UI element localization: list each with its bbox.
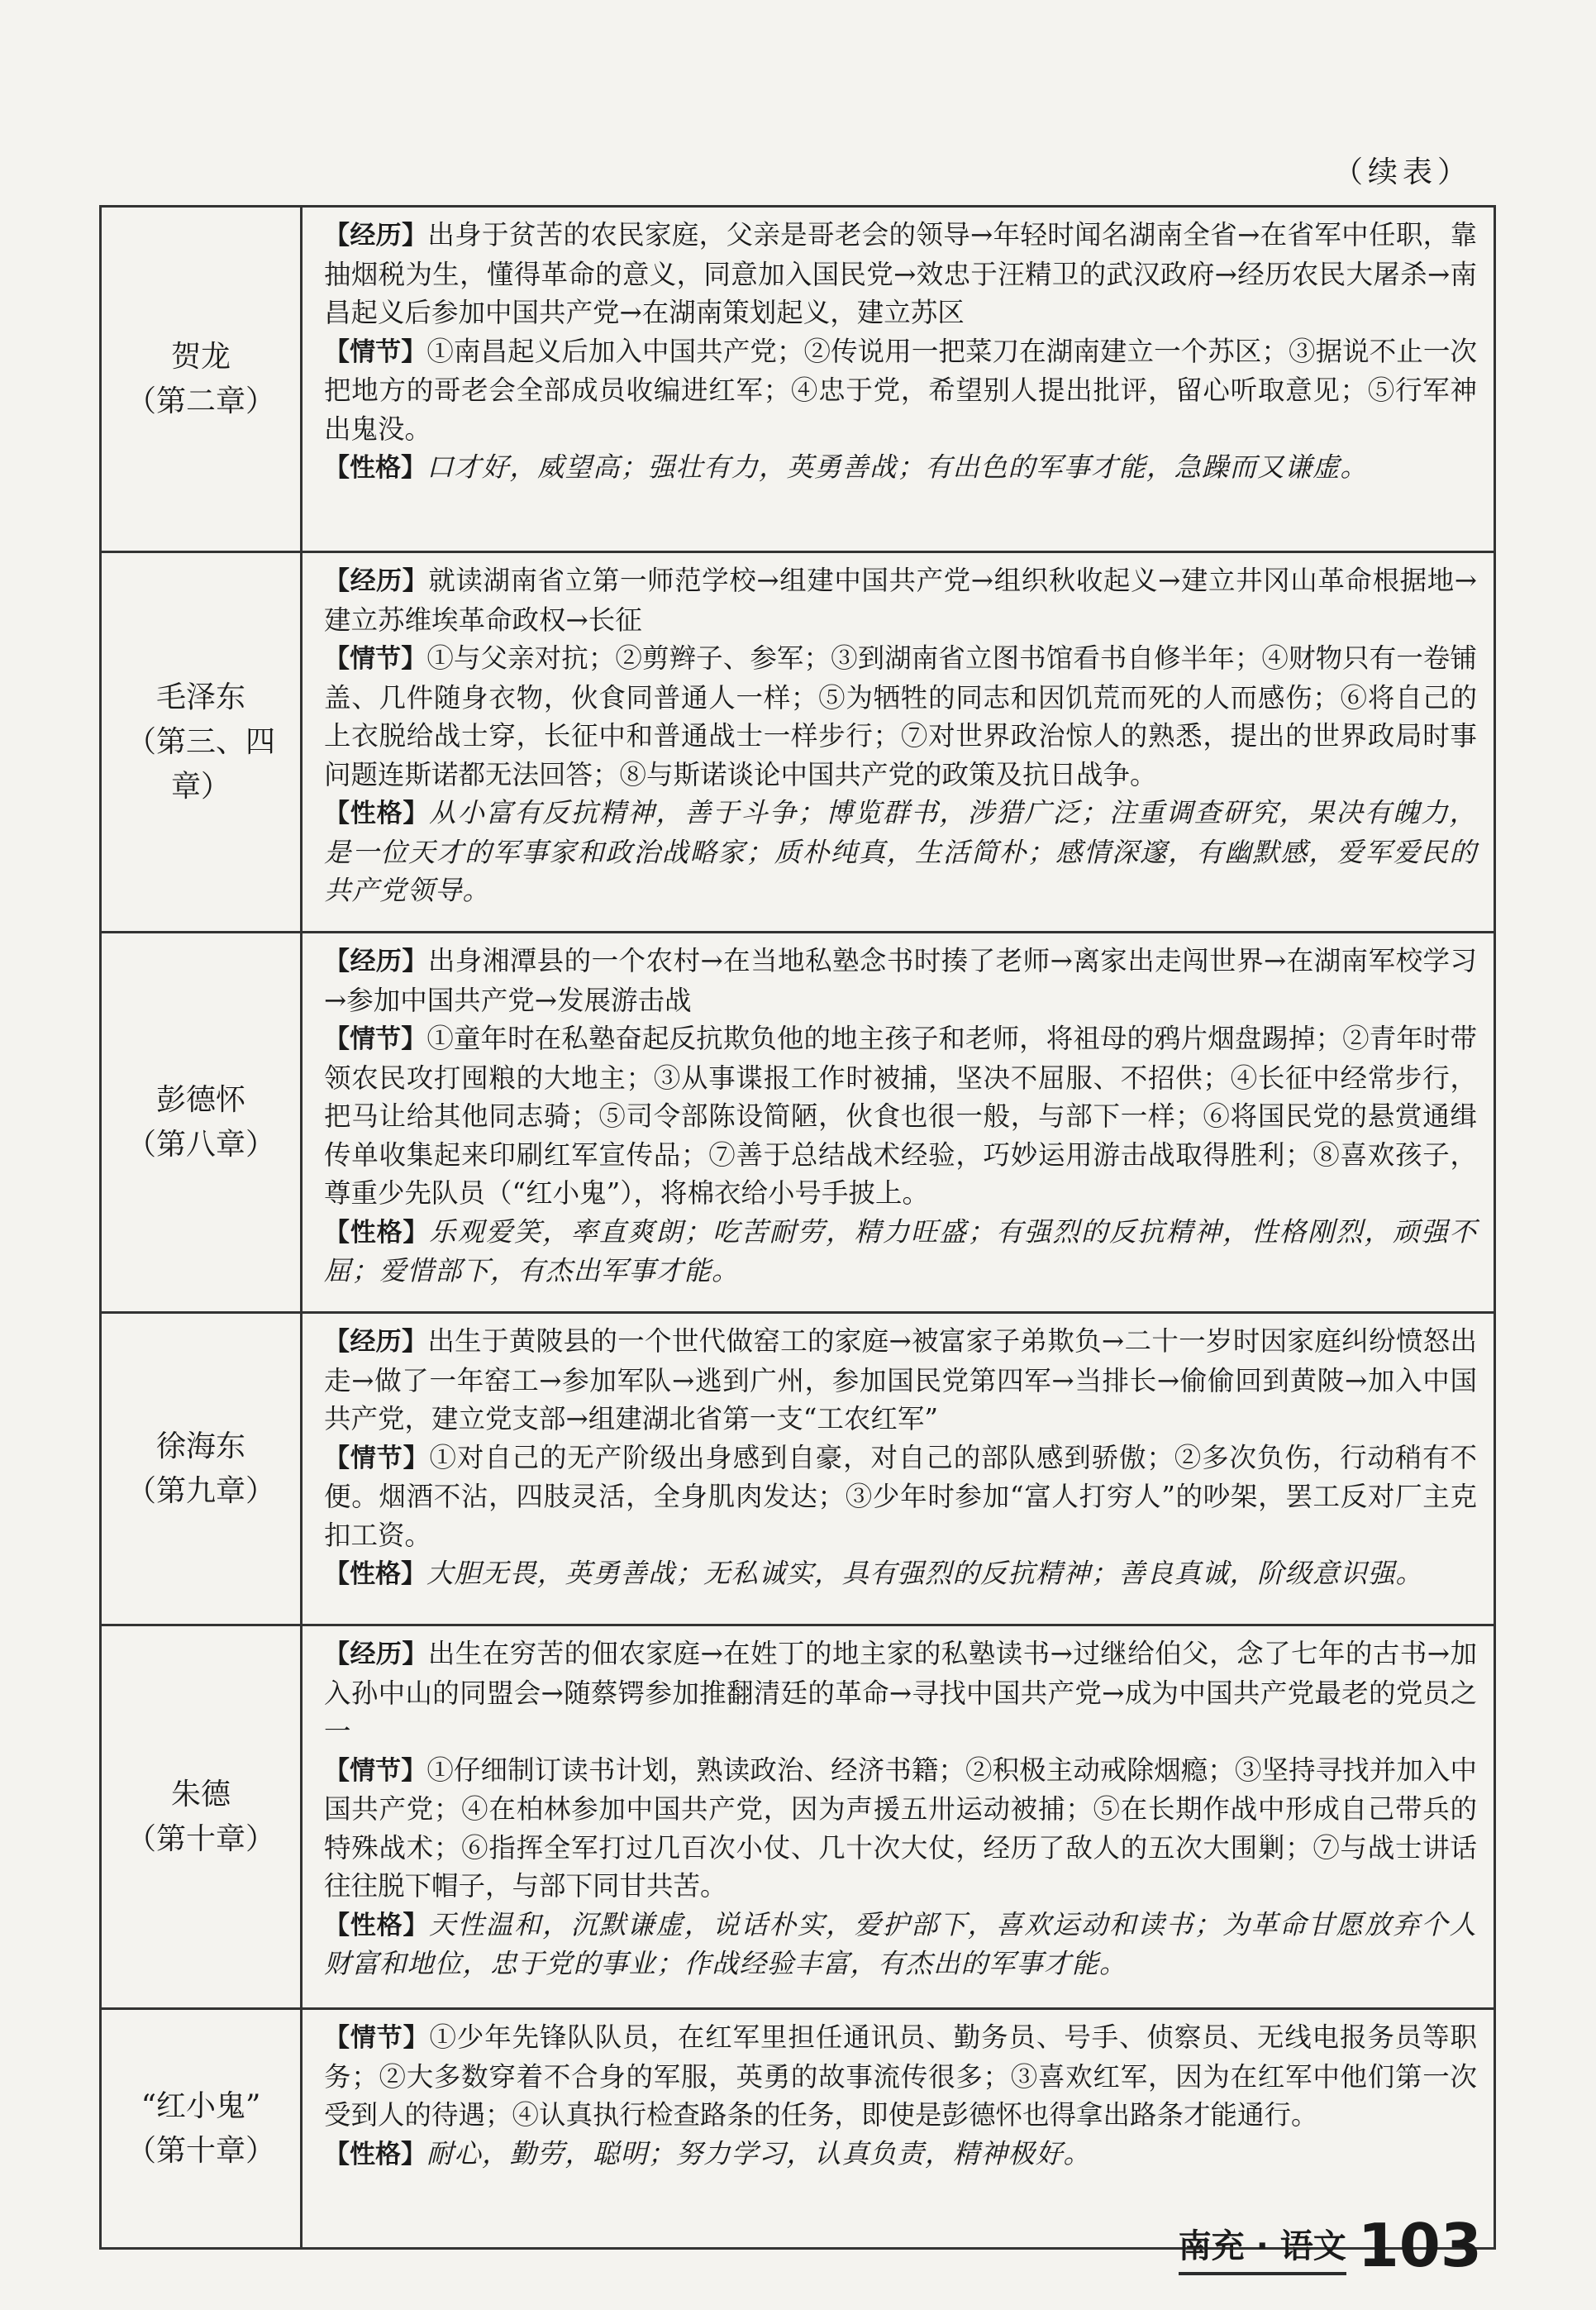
character-table: [99, 205, 1496, 2250]
plot-text: ①与父亲对抗；②剪辫子、参军；③到湖南省立图书馆看书自修半年；④财物只有一卷铺盖、几件随身衣物，伙食同普通人一样；⑤为牺牲的同志和因饥荒而死的人而感伤；⑥将自己的上衣脱给战士穿，长征中和普通战士一样步行；⑦对世界政治惊人的熟悉，提出的世界政局时事问题连斯诺都无法回答；⑧与斯诺谈论中国共产党的政策及抗日战争。: [324, 642, 1477, 790]
plot-text: ①童年时在私塾奋起反抗欺负他的地主孩子和老师，将祖母的鸦片烟盘踢掉；②青年时带领农民攻打囤粮的大地主；③从事谍报工作时被捕，坚决不屈服、不招供；④长征中经常步行，把马让给其他同志骑；⑤司令部陈设简陋，伙食也很一般，与部下一样；⑥将国民党的悬赏通缉传单收集起来印刷红军宣传品；⑦善于总结战术经验，巧妙运用游击战取得胜利；⑧喜欢孩子，尊重少先队员（“红小鬼”），将棉衣给小号手披上。: [324, 1023, 1477, 1209]
experience-text: 出生在穷苦的佃农家庭→在姓丁的地主家的私塾读书→过继给伯父，念了七年的古书→加入孙中山的同盟会→随蔡锷参加推翻清廷的革命→寻找中国共产党→成为中国共产党最老的党员之一: [324, 1638, 1477, 1747]
page-footer: [1178, 2211, 1482, 2280]
experience-paragraph: [324, 216, 1477, 332]
table-row: [101, 933, 1495, 1313]
experience-text: 出身于贫苦的农民家庭，父亲是哥老会的领导→年轻时闻名湖南全省→在省军中任职，靠抽烟税为生，懂得革命的意义，同意加入国民党→效忠于汪精卫的武汉政府→经历农民大屠杀→南昌起义后参加中国共产党→在湖南策划起义，建立苏区: [324, 219, 1478, 328]
experience-text: 出身湘潭县的一个农村→在当地私塾念书时揍了老师→离家出走闯世界→在湖南军校学习→参加中国共产党→发展游击战: [324, 945, 1477, 1016]
page-number: 103: [1357, 2211, 1482, 2280]
plot-paragraph: [324, 1439, 1477, 1555]
trait-text: 天性温和，沉默谦虚，说话朴实，爱护部下，喜欢运动和读书；为革命甘愿放弃个人财富和地位，忠于党的事业；作战经验丰富，有杰出的军事才能。: [324, 1908, 1477, 1979]
experience-tag: 【经历】: [324, 566, 429, 596]
trait-paragraph: [324, 2135, 1477, 2174]
trait-tag: 【性格】: [324, 453, 426, 483]
experience-tag: 【经历】: [324, 1327, 428, 1357]
chapter-label: （第二章）: [126, 384, 275, 418]
character-content-cell: [302, 552, 1495, 933]
experience-paragraph: [324, 1635, 1477, 1751]
character-content-cell: [302, 2009, 1495, 2249]
plot-tag: 【情节】: [324, 336, 427, 367]
trait-text: 耐心，勤劳，聪明；努力学习，认真负责，精神极好。: [426, 2137, 1092, 2169]
trait-text: 乐观爱笑，率直爽朗；吃苦耐劳，精力旺盛；有强烈的反抗精神，性格刚烈，顽强不屈；爱惜部下，有杰出军事才能。: [324, 1215, 1477, 1286]
experience-paragraph: [324, 942, 1477, 1019]
chapter-label: （第十章）: [126, 1821, 275, 1856]
plot-tag: 【情节】: [324, 1443, 430, 1473]
trait-text: 口才好，威望高；强壮有力，英勇善战；有出色的军事才能，急躁而又谦虚。: [426, 451, 1369, 483]
character-name: 朱德: [170, 1777, 231, 1811]
character-name-cell: [101, 552, 302, 933]
trait-paragraph: [324, 1906, 1477, 1983]
plot-text: ①南昌起义后加入中国共产党；②传说用一把菜刀在湖南建立一个苏区；③据说不止一次把地方的哥老会全部成员收编进红军；④忠于党，希望别人提出批评，留心听取意见；⑤行军神出鬼没。: [324, 335, 1477, 445]
table-row: [101, 2009, 1495, 2249]
trait-text: 从小富有反抗精神，善于斗争；博览群书，涉猎广泛；注重调查研究，果决有魄力，是一位天才的军事家和政治战略家；质朴纯真，生活简朴；感情深邃，有幽默感，爱军爱民的共产党领导。: [324, 797, 1477, 906]
character-name-cell: [101, 207, 302, 552]
character-name-cell: [101, 2009, 302, 2249]
trait-tag: 【性格】: [324, 1559, 426, 1589]
trait-paragraph: [324, 1554, 1477, 1594]
character-name: 毛泽东: [155, 680, 245, 714]
trait-tag: 【性格】: [324, 2139, 426, 2169]
character-content-cell: [302, 207, 1495, 552]
character-name: 彭德怀: [155, 1082, 245, 1117]
trait-paragraph: [324, 794, 1477, 910]
plot-tag: 【情节】: [324, 644, 427, 674]
character-name: “红小鬼”: [141, 2088, 261, 2123]
plot-paragraph: [324, 2018, 1477, 2135]
chapter-label: （第八章）: [126, 1127, 275, 1162]
plot-text: ①对自己的无产阶级出身感到自豪，对自己的部队感到骄傲；②多次负伤，行动稍有不便。烟酒不沾，四肢灵活，全身肌肉发达；③少年时参加“富人打穷人”的吵架，罢工反对厂主克扣工资。: [324, 1441, 1477, 1551]
plot-paragraph: [324, 1751, 1477, 1906]
character-name: 徐海东: [155, 1429, 245, 1463]
experience-tag: 【经历】: [324, 221, 428, 251]
trait-tag: 【性格】: [324, 799, 430, 828]
plot-paragraph: [324, 1019, 1477, 1213]
character-name-cell: [101, 1313, 302, 1625]
chapter-label: （第三、四章）: [126, 724, 275, 804]
plot-tag: 【情节】: [324, 1755, 427, 1786]
character-content-cell: [302, 1313, 1495, 1625]
plot-paragraph: [324, 332, 1477, 449]
character-content-cell: [302, 933, 1495, 1313]
table-row: [101, 1313, 1495, 1625]
character-content-cell: [302, 1625, 1495, 2009]
plot-tag: 【情节】: [324, 2023, 430, 2053]
trait-tag: 【性格】: [324, 1217, 430, 1248]
experience-paragraph: [324, 561, 1477, 639]
plot-text: ①少年先锋队队员，在红军里担任通讯员、勤务员、号手、侦察员、无线电报务员等职务；②大多数穿着不合身的军服，英勇的故事流传很多；③喜欢红军，因为在红军中他们第一次受到人的待遇；④认真执行检查路条的任务，即使是彭德怀也得拿出路条才能通行。: [324, 2021, 1477, 2131]
table-row: [101, 552, 1495, 933]
trait-paragraph: [324, 448, 1477, 488]
continued-label: （续表）: [1332, 155, 1472, 189]
table-row: [101, 1625, 1495, 2009]
trait-paragraph: [324, 1213, 1477, 1291]
trait-tag: 【性格】: [324, 1910, 430, 1940]
character-name-cell: [101, 1625, 302, 2009]
plot-tag: 【情节】: [324, 1024, 427, 1054]
character-name: 贺龙: [170, 339, 231, 374]
chapter-label: （第九章）: [126, 1473, 275, 1508]
experience-tag: 【经历】: [324, 947, 428, 976]
character-name-cell: [101, 933, 302, 1313]
plot-paragraph: [324, 639, 1477, 794]
experience-paragraph: [324, 1322, 1477, 1439]
chapter-label: （第十章）: [126, 2133, 275, 2168]
experience-tag: 【经历】: [324, 1639, 428, 1669]
plot-text: ①仔细制订读书计划，熟读政治、经济书籍；②积极主动戒除烟瘾；③坚持寻找并加入中国共产党；④在柏林参加中国共产党，因为声援五卅运动被捕；⑤在长期作战中形成自己带兵的特殊战术；⑥指挥全军打过几百次小仗、几十次大仗，经历了敌人的五次大围剿；⑦与战士讲话往往脱下帽子，与部下同甘共苦。: [324, 1754, 1477, 1902]
trait-text: 大胆无畏，英勇善战；无私诚实，具有强烈的反抗精神；善良真诚，阶级意识强。: [426, 1558, 1424, 1589]
experience-text: 出生于黄陂县的一个世代做窑工的家庭→被富家子弟欺负→二十一岁时因家庭纠纷愤怒出走→做了一年窑工→参加军队→逃到广州，参加国民党第四军→当排长→偷偷回到黄陂→加入中国共产党，建立党支部→组建湖北省第一支“工农红军”: [324, 1325, 1478, 1434]
table-row: [101, 207, 1495, 552]
experience-text: 就读湖南省立第一师范学校→组建中国共产党→组织秋收起义→建立井冈山革命根据地→建立苏维埃革命政权→长征: [324, 565, 1477, 636]
book-label: 南充 · 语文: [1179, 2224, 1346, 2275]
